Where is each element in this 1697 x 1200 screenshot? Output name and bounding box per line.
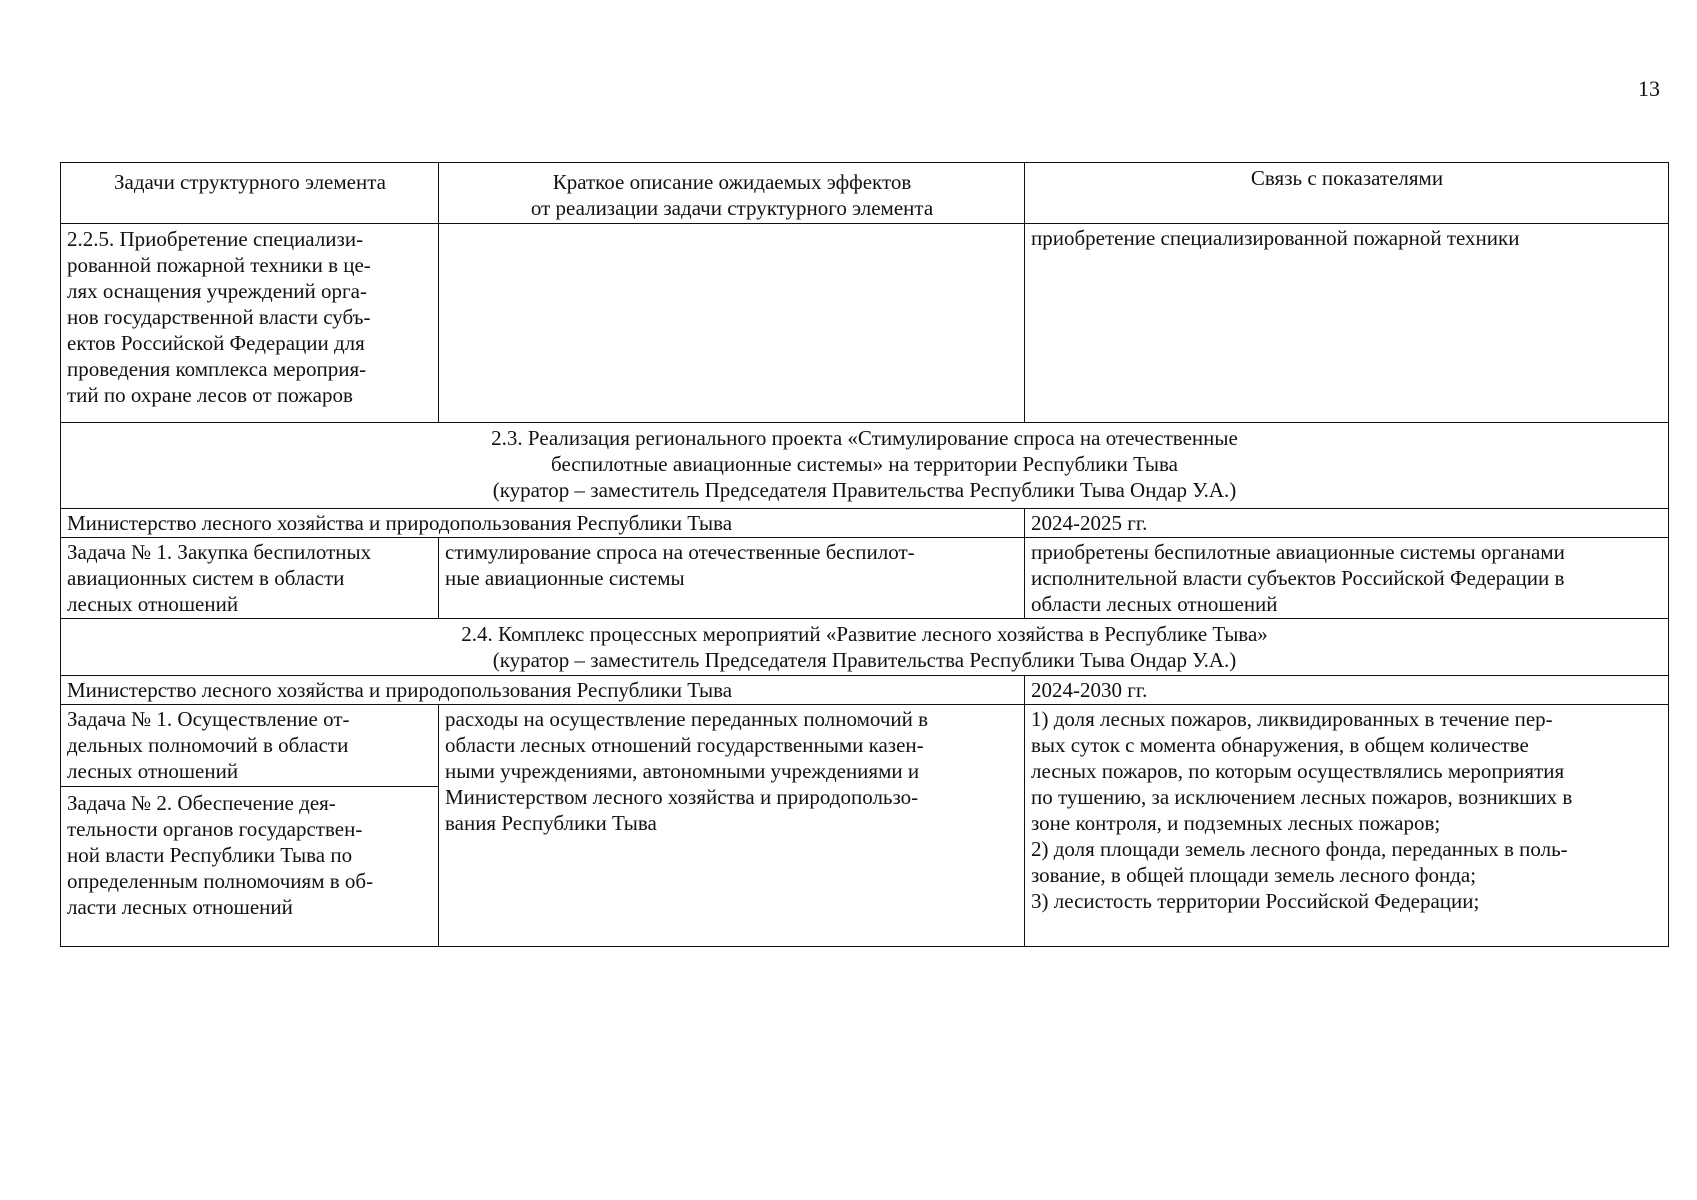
indicator-line: 1) доля лесных пожаров, ликвидированных в течение пер- (1031, 707, 1553, 731)
task-line: авиационных систем в области (67, 566, 345, 590)
header-tasks: Задачи структурного элемента (61, 163, 439, 224)
indicator-line: по тушению, за исключением лесных пожаров, возникших в (1031, 785, 1573, 809)
task-line: ектов Российской Федерации для (67, 331, 365, 355)
task-line: рованной пожарной техники в це- (67, 253, 371, 277)
task-line: Задача № 1. Закупка беспилотных (67, 540, 372, 564)
header-indicators: Связь с показателями (1025, 163, 1669, 224)
task-cell (61, 787, 439, 947)
section-2-4-heading (61, 619, 1669, 676)
effect-line: ными учреждениями, автономными учреждениями и (445, 759, 920, 783)
task-line: проведения комплекса мероприя- (67, 357, 367, 381)
period-cell: 2024-2025 гг. (1025, 509, 1669, 538)
section-heading-row (61, 423, 1669, 509)
effect-cell (439, 224, 1025, 423)
table-row (61, 538, 1669, 619)
effect-line: расходы на осуществление переданных полномочий в (445, 707, 929, 731)
ministry-cell: Министерство лесного хозяйства и природопользования Республики Тыва (61, 676, 1025, 705)
effect-cell (439, 705, 1025, 947)
task-line: 2.2.5. Приобретение специализи- (67, 227, 364, 251)
task-line: нов государственной власти субъ- (67, 305, 371, 329)
header-effects-line: Краткое описание ожидаемых эффектов (552, 170, 912, 194)
section-heading-line: 2.3. Реализация регионального проекта «Стимулирование спроса на отечественные (491, 426, 1238, 450)
task-line: дельных полномочий в области (67, 733, 349, 757)
task-line: Задача № 2. Обеспечение дея- (67, 791, 336, 815)
structural-element-table (60, 162, 1669, 947)
indicator-line: исполнительной власти субъектов Российской Федерации в (1031, 566, 1565, 590)
effect-cell (439, 538, 1025, 619)
task-line: ласти лесных отношений (67, 895, 293, 919)
task-line: ной власти Республики Тыва по (67, 843, 353, 867)
indicator-line: лесных пожаров, по которым осуществлялись мероприятия (1031, 759, 1565, 783)
indicator-line: области лесных отношений (1031, 592, 1278, 616)
indicator-line: зование, в общей площади земель лесного фонда; (1031, 863, 1477, 887)
header-effects (439, 163, 1025, 224)
indicator-line: 3) лесистость территории Российской Федерации; (1031, 889, 1480, 913)
task-cell (61, 705, 439, 787)
task-line: Задача № 1. Осуществление от- (67, 707, 350, 731)
section-heading-line: (куратор – заместитель Председателя Правительства Республики Тыва Ондар У.А.) (492, 478, 1237, 502)
section-2-3-heading (61, 423, 1669, 509)
ministry-cell: Министерство лесного хозяйства и природопользования Республики Тыва (61, 509, 1025, 538)
effect-line: Министерством лесного хозяйства и природопользо- (445, 785, 919, 809)
section-heading-line: 2.4. Комплекс процессных мероприятий «Развитие лесного хозяйства в Республике Тыва» (461, 622, 1268, 646)
indicator-cell (1025, 705, 1669, 947)
section-heading-line: беспилотные авиационные системы» на территории Республики Тыва (551, 452, 1178, 476)
task-line: лесных отношений (67, 759, 239, 783)
section-heading-line: (куратор – заместитель Председателя Правительства Республики Тыва Ондар У.А.) (492, 648, 1237, 672)
effect-line: стимулирование спроса на отечественные беспилот- (445, 540, 915, 564)
period-cell: 2024-2030 гг. (1025, 676, 1669, 705)
table-row (61, 705, 1669, 787)
task-line: лесных отношений (67, 592, 239, 616)
page-number: 13 (1638, 76, 1660, 101)
task-line: лях оснащения учреждений орга- (67, 279, 367, 303)
effect-line: области лесных отношений государственными казен- (445, 733, 924, 757)
indicator-line: зоне контроля, и подземных лесных пожаров; (1031, 811, 1441, 835)
effect-line: вания Республики Тыва (445, 811, 657, 835)
indicator-cell: приобретение специализированной пожарной техники (1025, 224, 1669, 423)
task-line: тельности органов государствен- (67, 817, 363, 841)
header-effects-line: от реализации задачи структурного элемента (530, 196, 934, 220)
task-cell (61, 224, 439, 423)
section-heading-row (61, 619, 1669, 676)
ministry-row (61, 509, 1669, 538)
indicator-line: вых суток с момента обнаружения, в общем количестве (1031, 733, 1529, 757)
effect-line: ные авиационные системы (445, 566, 685, 590)
task-cell (61, 538, 439, 619)
indicator-cell (1025, 538, 1669, 619)
ministry-row (61, 676, 1669, 705)
indicator-line: 2) доля площади земель лесного фонда, переданных в поль- (1031, 837, 1568, 861)
table-header-row (61, 163, 1669, 224)
task-line: тий по охране лесов от пожаров (67, 383, 353, 407)
task-line: определенным полномочиям в об- (67, 869, 374, 893)
indicator-line: приобретены беспилотные авиационные системы органами (1031, 540, 1565, 564)
table-row (61, 224, 1669, 423)
